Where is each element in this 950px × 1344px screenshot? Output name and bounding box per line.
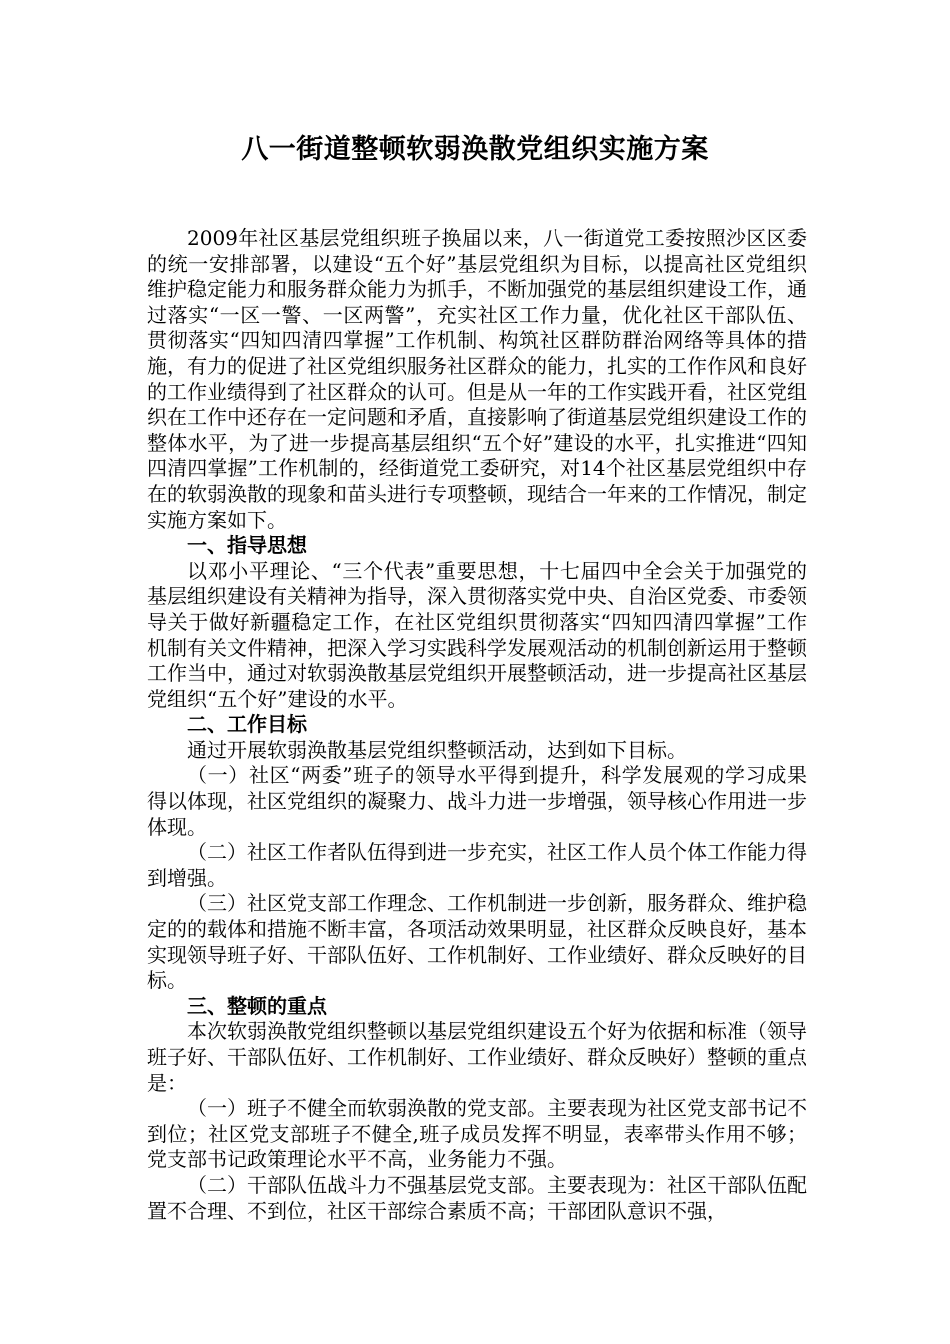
body-paragraph: 通过开展软弱涣散基层党组织整顿活动，达到如下目标。 xyxy=(187,737,687,762)
document-title: 八一街道整顿软弱涣散党组织实施方案 xyxy=(241,134,709,165)
body-paragraph: 本次软弱涣散党组织整顿以基层党组织建设五个好为依据和标准（领导班子好、干部队伍好、工作机制好、工作业绩好、群众反映好）整顿的重点是： xyxy=(147,1019,807,1095)
body-paragraph: 2009年社区基层党组织班子换届以来，八一街道党工委按照沙区区委的统一安排部署，以建设“五个好”基层党组织为目标，以提高社区党组织维护稳定能力和服务群众能力为抓手，不断加强党的基层组织建设工作，通过落实“一区一警、一区两警”，充实社区工作力量，优化社区干部队伍、贯彻落实“四知四清四掌握”工作机制、构筑社区群防群治网络等具体的措施，有力的促进了社区党组织服务社区群众的能力，扎实的工作作风和良好的工作业绩得到了社区群众的认可。但是从一年的工作实践开看，社区党组织在工作中还存在一定问题和矛盾，直接影响了街道基层党组织建设工作的整体水平，为了进一步提高基层组织“五个好”建设的水平，扎实推进“四知四清四掌握”工作机制的，经街道党工委研究，对14个社区基层党组织中存在的软弱涣散的现象和苗头进行专项整顿，现结合一年来的工作情况，制定实施方案如下。 xyxy=(147,226,807,532)
document-body xyxy=(147,226,807,1224)
body-paragraph: （一）班子不健全而软弱涣散的党支部。主要表现为社区党支部书记不到位；社区党支部班子不健全,班子成员发挥不明显，表率带头作用不够；党支部书记政策理论水平不高，业务能力不强。 xyxy=(147,1096,807,1172)
body-paragraph: （二）干部队伍战斗力不强基层党支部。主要表现为：社区干部队伍配置不合理、不到位，社区干部综合素质不高；干部团队意识不强， xyxy=(147,1172,807,1223)
section-heading: 一、指导思想 xyxy=(187,533,307,558)
body-paragraph: 以邓小平理论、“三个代表”重要思想，十七届四中全会关于加强党的基层组织建设有关精神为指导，深入贯彻落实党中央、自治区党委、市委领导关于做好新疆稳定工作，在社区党组织贯彻落实“四知四清四掌握”工作机制有关文件精神，把深入学习实践科学发展观活动的机制创新运用于整顿工作当中，通过对软弱涣散基层党组织开展整顿活动，进一步提高社区基层党组织“五个好”建设的水平。 xyxy=(147,558,807,711)
section-heading: 三、整顿的重点 xyxy=(187,993,327,1018)
body-paragraph: （三）社区党支部工作理念、工作机制进一步创新，服务群众、维护稳定的的载体和措施不断丰富，各项活动效果明显，社区群众反映良好，基本实现领导班子好、干部队伍好、工作机制好、工作业绩好、群众反映好的目标。 xyxy=(147,891,807,993)
body-paragraph: （二）社区工作者队伍得到进一步充实，社区工作人员个体工作能力得到增强。 xyxy=(147,840,807,890)
body-paragraph: （一）社区“两委”班子的领导水平得到提升，科学发展观的学习成果得以体现，社区党组织的凝聚力、战斗力进一步增强，领导核心作用进一步体现。 xyxy=(147,763,807,839)
section-heading: 二、工作目标 xyxy=(187,712,307,737)
